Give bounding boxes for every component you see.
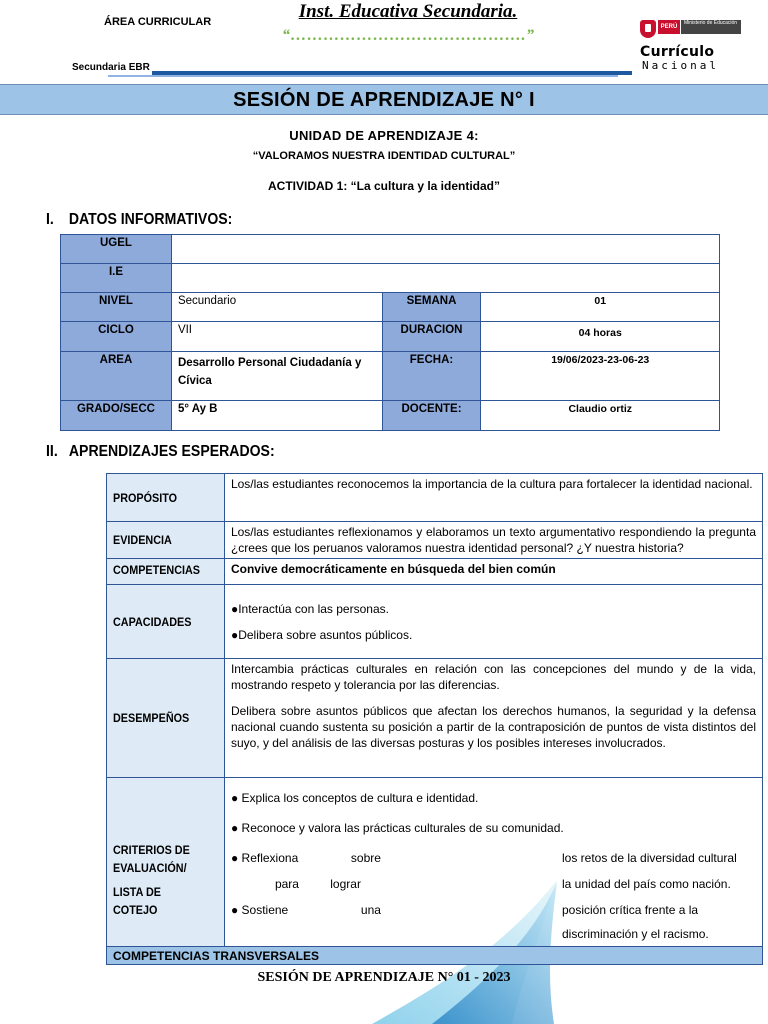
ciclo-label: CICLO [61,322,172,352]
nivel-label: NIVEL [61,293,172,322]
list-item: Intercambia prácticas culturales en relación con las concepciones del mundo y de la vida, mostrando respeto y tolerancia por las diferencias. [230,662,756,692]
criterios-list [224,778,762,947]
datos-informativos-table [60,234,720,431]
section-2-number: II. [46,443,58,460]
logo-peru-tag: PERÚ [658,20,680,34]
curriculo-nacional-logo [640,18,742,74]
nivel-value: Secundario [171,293,382,322]
list-item: ● Explica los conceptos de cultura e identidad. [230,791,479,805]
level-label: Secundaria EBR [72,62,150,73]
institution-title: Inst. Educativa Secundaria. [298,1,518,22]
grado-value: 5° Ay B [171,401,382,431]
table-row [61,322,720,352]
unit-subtitle: “VALORAMOS NUESTRA IDENTIDAD CULTURAL” [252,150,516,162]
ugel-label: UGEL [61,235,172,264]
table-row [107,947,763,965]
unit-heading: UNIDAD DE APRENDIZAJE 4: [289,128,479,143]
ie-value [171,264,719,293]
logo-ministry-tag: Ministerio de Educación [681,20,741,34]
evidencia-label: EVIDENCIA [107,522,225,559]
table-row [107,522,763,559]
table-row [107,559,763,585]
table-row [61,235,720,264]
proposito-label: PROPÓSITO [107,474,225,522]
header-rule-light [108,75,618,77]
institution-name-placeholder: “…………………………………….” [282,27,535,44]
ciclo-value: VII [171,322,382,352]
criterios-label: CRITERIOS DE EVALUACIÓN/ LISTA DE COTEJO [107,778,225,947]
list-item: Delibera sobre asuntos públicos que afectan los derechos humanos, la seguridad y la defensa nacional cuando sustenta su posición a partir de la contraposición de puntos de vista distintos del suyo, y del análisis de las diversas posturas y los posibles intereses involucrados. [230,704,756,750]
list-item: ●Delibera sobre asuntos públicos. [230,627,413,642]
table-row [61,401,720,431]
docente-label: DOCENTE: [382,401,481,431]
section-1-number: I. [46,211,54,228]
ie-label: I.E [61,264,172,293]
semana-value: 01 [481,293,720,322]
activity-title: ACTIVIDAD 1: “La cultura y la identidad” [267,179,501,193]
session-title: SESIÓN DE APRENDIZAJE N° I [0,84,768,115]
proposito-value: Los/las estudiantes reconocemos la importancia de la cultura para fortalecer la identidad nacional. [224,474,762,522]
shield-icon [640,20,656,38]
section-1-title: DATOS INFORMATIVOS: [68,211,233,228]
list-item: ● Reconoce y valora las prácticas culturales de su comunidad. [230,821,564,835]
table-row [61,293,720,322]
capacidades-label: CAPACIDADES [107,585,225,659]
area-label: AREA [61,352,172,401]
ugel-value [171,235,719,264]
fecha-label: FECHA: [382,352,481,401]
competencias-value: Convive democráticamente en búsqueda del bien común [224,559,762,585]
table-row [107,474,763,522]
duracion-label: DURACION [382,322,481,352]
area-curricular-label: ÁREA CURRICULAR [104,16,212,28]
logo-line1: Currículo [640,44,715,60]
list-item: ● Reflexiona sobre para lograr ● Sostiene una los retos de la diversidad cultural la unidad del país como nación. posición crítica frente a la discriminación y el racismo. [230,851,737,941]
grado-label: GRADO/SECC [61,401,172,431]
list-item: ●Interactúa con las personas. [230,601,389,616]
fecha-value: 19/06/2023-23-06-23 [481,352,720,401]
logo-line2: Nacional [642,59,719,72]
competencias-label: COMPETENCIAS [107,559,225,585]
section-2-title: APRENDIZAJES ESPERADOS: [68,443,275,460]
desempenos-list [224,659,762,778]
area-value: Desarrollo Personal Ciudadanía y Cívica [171,352,382,401]
table-row [107,659,763,778]
section-1-heading [46,211,232,229]
competencias-transversales-label: COMPETENCIAS TRANSVERSALES [107,947,763,965]
table-row [107,778,763,947]
aprendizajes-table [106,473,763,965]
desempenos-label: DESEMPEÑOS [107,659,225,778]
footer-session-title: SESIÓN DE APRENDIZAJE N° 01 - 2023 [257,970,511,985]
section-2-heading [46,443,275,461]
table-row [61,352,720,401]
duracion-value: 04 horas [481,322,720,352]
table-row [107,585,763,659]
table-row [61,264,720,293]
capacidades-list [224,585,762,659]
semana-label: SEMANA [382,293,481,322]
docente-value: Claudio ortiz [481,401,720,431]
evidencia-value: Los/las estudiantes reflexionamos y elaboramos un texto argumentativo respondiendo la pregunta ¿crees que los peruanos valoramos nuestra identidad personal? ¿Y nuestra historia? [224,522,762,559]
